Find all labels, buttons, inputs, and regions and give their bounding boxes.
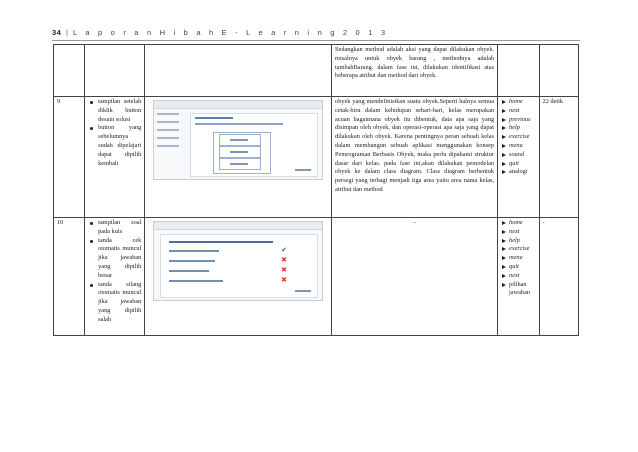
nav-item: home [509,98,536,107]
row0-items [85,45,145,97]
nav-item: home [509,219,536,228]
header-title: L a p o r a n H i b a h E - L e a r n i n g 2 0 1 3 [72,28,389,37]
list-item: tanda silang otomatis muncul jika jawaban yang dipilih salah [98,280,142,323]
nav-item: quit [509,263,536,272]
row9-screenshot [145,97,332,218]
nav-item: quit [509,160,536,169]
cross-icon: ✖ [281,266,288,274]
nav-item: exercise [509,133,536,142]
nav-item: next [509,107,536,116]
header-separator: | [65,28,69,37]
table-row [54,97,579,218]
row0-screenshot [145,45,332,97]
check-icon: ✔ [281,246,288,254]
quiz-screenshot [153,221,323,301]
row10-screenshot [145,218,332,336]
row0-duration [539,45,578,97]
header-rule [52,40,580,41]
row10-items [85,218,145,336]
list-item: tanda cek otomatis muncul jika jawaban yang dipilih benar [98,236,142,279]
nav-item: menu [509,254,536,263]
class-diagram-screenshot [153,100,323,180]
cross-icon: ✖ [281,276,288,284]
nav-item: exercise [509,245,536,254]
row9-nav [498,97,540,218]
table-row [54,45,579,97]
list-item: button yang sebelumnya sudah dipelajari dapat dipilih kembali [98,124,142,167]
row10-duration: - [539,218,578,336]
nav-item: help [509,124,536,133]
list-item: tampilan setelah diklik button desain solusi [98,98,142,123]
row9-items [85,97,145,218]
row10-no: 10 [54,218,85,336]
page-number: 34 [52,28,62,37]
page-header [52,28,388,37]
table-row [54,218,579,336]
nav-item: next [509,272,536,281]
row9-description: obyek yang mendefinisikan suatu obyek.Seperti halnya semua cetak-biru dalam kehidupan sehari-hari, kelas merupakan acuan bagaimana obyek itu dibentuk, data apa saja yang disimpan oleh obyek, dan operasi-operasi apa saja yang dapat dilakukan oleh obyek. Karena pentingnya peran sebuah kelas dalam membangun sebuah aplikasi menggunakan konsep Pemrograman Berbasis Obyek, maka perlu dipahami struktur dasar dari kelas. pada fase ini,akan dilakukan pemodelan obyek ke dalam class diagram. Class diagram berbentuk persegi yang terbagi menjadi tiga area yaitu area nama kelas, atribut dan method [332,97,498,218]
cross-icon: ✖ [281,256,288,264]
nav-item: help [509,237,536,246]
row9-duration: 22 detik [539,97,578,218]
row0-no [54,45,85,97]
row9-no: 9 [54,97,85,218]
row0-nav [498,45,540,97]
row0-description: Sedangkan method adalah aksi yang dapat dilakukan obyek. misalnya untuk obyek barang , methodnya adalah tambahBarang. dalam fase ini, dilakukan identifikasi atas beberapa atribut dan method dari obyek. [332,45,498,97]
nav-item: previous [509,116,536,125]
row10-description: - [332,218,498,336]
row10-nav [498,218,540,336]
nav-item: next [509,228,536,237]
nav-item: analogi [509,168,536,177]
nav-item: menu [509,142,536,151]
list-item: tampilan soal pada kuis [98,219,142,235]
nav-item: sound [509,151,536,160]
storyboard-table [53,44,579,336]
nav-item: pilihan jawaban [509,281,536,299]
